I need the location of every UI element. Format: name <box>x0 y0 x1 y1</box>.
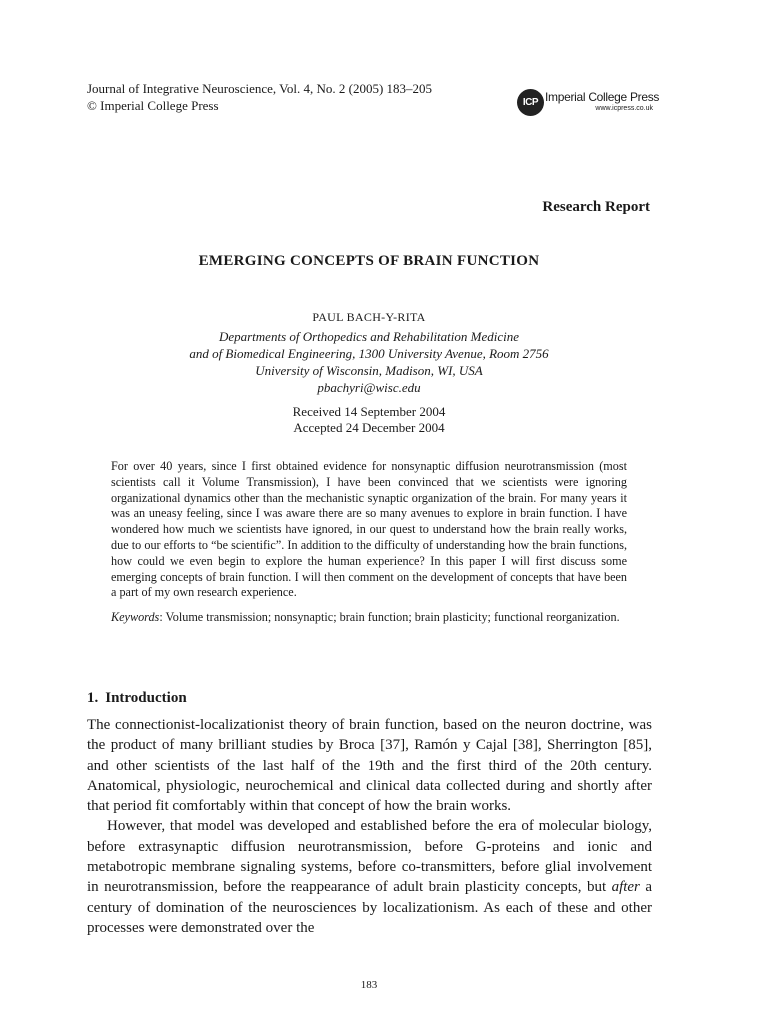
keywords <box>111 610 627 626</box>
body-text <box>87 715 652 938</box>
emphasis-text: after <box>611 879 640 896</box>
abstract <box>111 459 627 626</box>
author-email: pbachyri@wisc.edu <box>317 380 421 395</box>
paragraph-text: a century of domination of the neurosciences by localizationism. As each of these and other processes were demonstrated over the <box>87 879 652 936</box>
publisher-logo-block <box>517 89 660 117</box>
section-title: Introduction <box>105 690 187 706</box>
publisher-name: Imperial College Press <box>545 90 660 104</box>
affiliation-line: University of Wisconsin, Madison, WI, USA <box>255 363 483 378</box>
keywords-label: Keywords <box>111 610 160 625</box>
publisher-url: www.icpress.co.uk <box>595 105 653 112</box>
journal-line: Journal of Integrative Neuroscience, Vol. 4, No. 2 (2005) 183–205 <box>87 81 433 96</box>
icp-logo-icon: ICP <box>517 89 544 116</box>
journal-citation <box>87 80 432 114</box>
affiliation-line: Departments of Orthopedics and Rehabilitation Medicine <box>218 329 520 344</box>
affiliation-line: and of Biomedical Engineering, 1300 University Avenue, Room 2756 <box>189 346 549 361</box>
copyright-line: © Imperial College Press <box>87 98 219 113</box>
body-paragraph <box>87 816 652 938</box>
paragraph-text: However, that model was developed and established before the era of molecular biology, before extrasynaptic diffusion neurotransmission, before G-proteins and ionic and metabotropic membrane signaling systems, before co-transmitters, before glial involvement in neurotransmission, before the reappearance of adult brain plasticity concepts, but <box>87 818 652 896</box>
author-affiliation <box>0 328 738 396</box>
article-dates <box>0 404 738 436</box>
accepted-date: Accepted 24 December 2004 <box>293 420 445 435</box>
keywords-list: : Volume transmission; nonsynaptic; brain function; brain plasticity; functional reorganization. <box>159 610 620 625</box>
page-number: 183 <box>360 979 378 991</box>
section-heading <box>87 690 187 707</box>
body-paragraph: The connectionist-localizationist theory of brain function, based on the neuron doctrine, was the product of many brilliant studies by Broca [37], Ramón y Cajal [38], Sherrington [85], and other scientists of the last half of the 19th and the first third of the 20th century. Anatomical, physiologic, neurochemical and clinical data collected during and shortly after that period fit comfortably within that concept of how the brain works. <box>87 717 652 815</box>
section-number: 1. <box>87 690 99 706</box>
author-name: PAUL BACH-Y-RITA <box>312 310 426 324</box>
abstract-text: For over 40 years, since I first obtained evidence for nonsynaptic diffusion neurotransmission (most scientists call it Volume Transmission), I have been convinced that we scientists were ignoring organizational dynamics other than the mechanistic synaptic organization of the brain. For many years it was an uneasy feeling, since I was aware there are so many avenues to explore in brain function. I have wondered how much we scientists have ignored, in our quest to understand how the brain really works, due to our efforts to “be scientific”. In addition to the difficulty of understanding how the brain functions, how could we even begin to explore the human experience? In this paper I will first discuss some emerging concepts of brain function. I will then comment on the development of concepts that have been a part of my own research experience. <box>111 459 627 600</box>
received-date: Received 14 September 2004 <box>292 404 446 419</box>
article-title: EMERGING CONCEPTS OF BRAIN FUNCTION <box>198 253 540 269</box>
article-type: Research Report <box>542 199 650 215</box>
